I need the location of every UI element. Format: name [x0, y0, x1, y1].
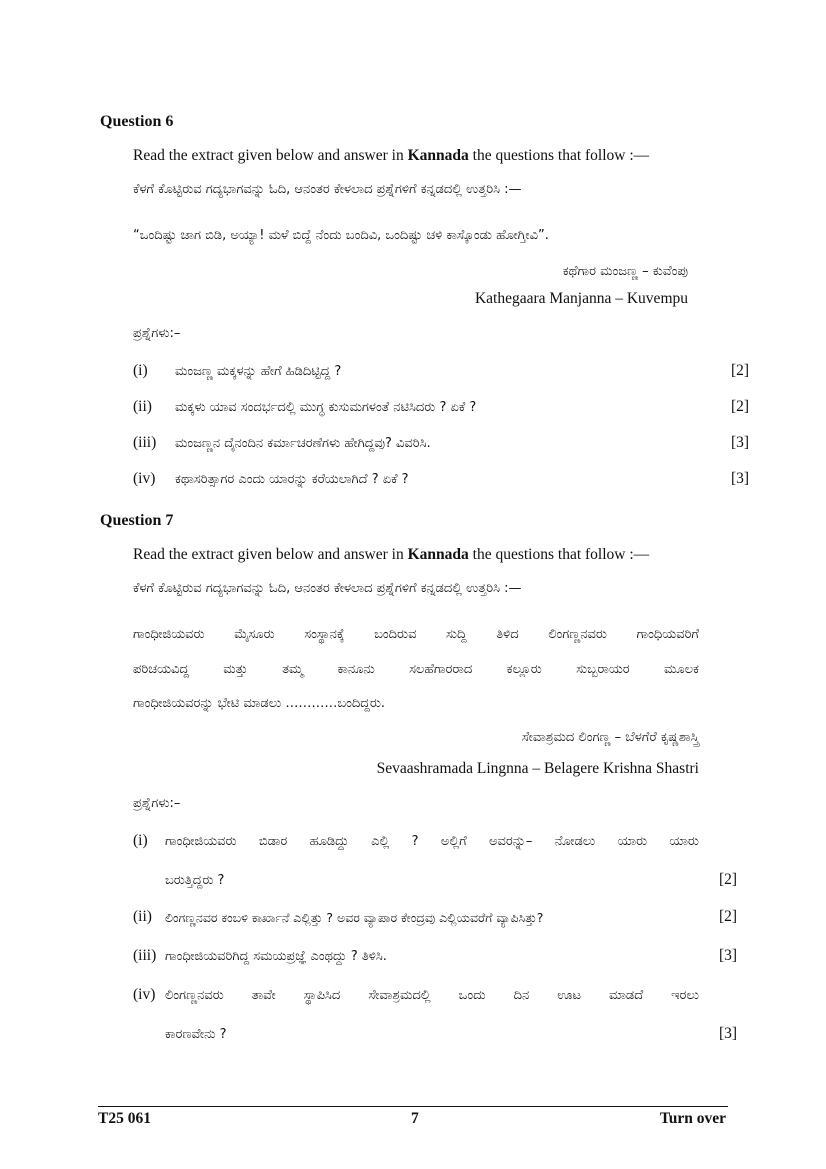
q7-item-4-line-1	[165, 988, 699, 1003]
extract-word: ಗಾಂಧಿಯವರಿಗೆ	[636, 627, 699, 642]
question-word: ಸ್ಥಾಪಿಸಿದ	[303, 988, 341, 1003]
extract-word: ಕಲ್ಲೂರು	[506, 662, 542, 677]
question-7-instruction-en	[133, 546, 649, 564]
question-7-source-en: Sevaashramada Lingnna – Belagere Krishna Shastri	[376, 760, 699, 777]
extract-word: ಲಿಂಗಣ್ಣನವರು	[548, 627, 607, 642]
question-6-instruction-en	[133, 147, 649, 165]
question-word: ಯಾರು	[617, 834, 648, 849]
q7-item-1-line-2: ಬರುತ್ತಿದ್ದರು ?	[165, 873, 225, 888]
extract-word: ಗಾಂಧೀಜಿಯವರು	[133, 627, 205, 642]
footer-divider	[98, 1106, 728, 1107]
instruction-prefix: Read the extract given below and answer in	[133, 546, 408, 563]
extract-word: ಮೈಸೂರು	[234, 627, 275, 642]
q6-item-1-marks: [2]	[731, 362, 750, 379]
instruction-language: Kannada	[407, 546, 469, 563]
question-7-questions-label: ಪ್ರಶ್ನೆಗಳು:–	[133, 796, 181, 811]
extract-word: ಮೂಲಕ	[663, 662, 699, 677]
q7-item-4-marks: [3]	[719, 1025, 738, 1042]
extract-word: ಕಾನೂನು	[337, 662, 375, 677]
q6-item-4-marks: [3]	[731, 470, 750, 487]
q6-item-1-text: ಮಂಜಣ್ಣ ಮಕ್ಕಳನ್ನು ಹೇಗೆ ಹಿಡಿದಿಟ್ಟಿದ್ದ ?	[175, 364, 342, 379]
question-6-questions-label: ಪ್ರಶ್ನೆಗಳು:–	[133, 326, 181, 341]
question-6-source-en: Kathegaara Manjanna – Kuvempu	[474, 290, 688, 307]
q6-item-1-number: (i)	[133, 362, 148, 379]
extract-word: ಮತ್ತು	[223, 662, 248, 677]
question-word: ನೋಡಲು	[554, 834, 596, 849]
question-word: ಅಲ್ಲಿಗೆ	[440, 834, 467, 849]
q7-item-2-number: (ii)	[133, 908, 152, 925]
instruction-suffix: the questions that follow :—	[468, 147, 650, 164]
q7-item-4-line-2: ಕಾರಣವೇನು ?	[165, 1027, 227, 1042]
q6-item-3-number: (iii)	[133, 434, 157, 451]
question-7-instruction-kn: ಕೆಳಗೆ ಕೊಟ್ಟಿರುವ ಗದ್ಯಭಾಗವನ್ನು ಓದಿ, ಆನಂತರ ಕೇಳಲಾದ ಪ್ರಶ್ನೆಗಳಿಗೆ ಕನ್ನಡದಲ್ಲಿ ಉತ್ತರಿಸಿ :—	[133, 581, 522, 596]
q6-item-2-marks: [2]	[731, 398, 750, 415]
q6-item-2-number: (ii)	[133, 398, 152, 415]
question-word: ಹೂಡಿದ್ದು	[309, 834, 349, 849]
q7-item-1-marks: [2]	[719, 871, 738, 888]
question-word: ಸೇವಾಶ್ರಮದಲ್ಲಿ	[368, 988, 431, 1003]
question-word: ಎಲ್ಲಿ	[371, 834, 390, 849]
question-word: ಒಂದು	[458, 988, 486, 1003]
page-number: 7	[411, 1110, 419, 1127]
q6-item-3-marks: [3]	[731, 434, 750, 451]
question-word: ಲಿಂಗಣ್ಣನವರು	[165, 988, 224, 1003]
question-7-extract-line-3: ಗಾಂಧೀಜಿಯವರನ್ನು ಭೇಟಿ ಮಾಡಲು …………ಬಂದಿದ್ದರು.	[133, 696, 386, 711]
instruction-language: Kannada	[407, 147, 469, 164]
question-6-instruction-kn: ಕೆಳಗೆ ಕೊಟ್ಟಿರುವ ಗದ್ಯಭಾಗವನ್ನು ಓದಿ, ಆನಂತರ ಕೇಳಲಾದ ಪ್ರಶ್ನೆಗಳಿಗೆ ಕನ್ನಡದಲ್ಲಿ ಉತ್ತರಿಸಿ :—	[133, 182, 522, 197]
question-word: ಗಾಂಧೀಜಿಯವರು	[165, 834, 237, 849]
q7-item-3-number: (iii)	[133, 947, 157, 964]
question-7-extract-line-1	[133, 627, 699, 642]
paper-code: T25 061	[98, 1110, 151, 1127]
question-word: ದಿನ	[513, 988, 530, 1003]
question-7-heading: Question 7	[100, 512, 174, 529]
question-word: ಊಟ	[557, 988, 581, 1003]
extract-word: ಸಂಸ್ಥಾನಕ್ಕೆ	[304, 627, 345, 642]
q6-item-4-text: ಕಥಾಸರಿತ್ಸಾಗರ ಎಂದು ಯಾರನ್ನು ಕರೆಯಲಾಗಿದೆ ? ಏಕೆ ?	[175, 472, 409, 487]
question-word: ಇರಲು	[671, 988, 699, 1003]
q7-item-1-line-1	[165, 834, 699, 849]
extract-word: ಪರಿಚಯವಿದ್ದ	[133, 662, 189, 677]
question-word: ?	[411, 834, 419, 849]
question-word: ತಾವೇ	[251, 988, 276, 1003]
q7-item-4-number: (iv)	[133, 986, 156, 1003]
extract-word: ತಿಳಿದ	[496, 627, 519, 642]
q6-item-2-text: ಮಕ್ಕಳು ಯಾವ ಸಂದರ್ಭದಲ್ಲಿ ಮುಗ್ಧ ಕುಸುಮಗಳಂತೆ ನಟಿಸಿದರು ? ಏಕೆ ?	[175, 400, 477, 415]
instruction-prefix: Read the extract given below and answer in	[133, 147, 408, 164]
extract-word: ಸುದ್ದಿ	[446, 627, 467, 642]
extract-word: ಬಂದಿರುವ	[374, 627, 417, 642]
question-6-extract: “ಒಂದಿಷ್ಟು ಜಾಗ ಬಿಡಿ, ಅಯ್ಯಾ! ಮಳೆ ಬಿದ್ದೆ ನೆಂದು ಬಂದಿವಿ, ಒಂದಿಷ್ಟು ಚಳಿ ಕಾಸ್ಕೊಂಡು ಹೋಗ್ತೀವಿ”.	[133, 228, 549, 243]
question-6-source-kn: ಕಥೆಗಾರ ಮಂಜಣ್ಣ – ಕುವೆಂಪು	[562, 264, 688, 279]
instruction-suffix: the questions that follow :—	[468, 546, 650, 563]
turn-over-label: Turn over	[659, 1110, 726, 1127]
question-7-source-kn: ಸೇವಾಶ್ರಮದ ಲಿಂಗಣ್ಣ – ಬೆಳಗೆರೆ ಕೃಷ್ಣಶಾಸ್ತ್ರಿ	[521, 730, 699, 745]
q7-item-2-marks: [2]	[719, 908, 738, 925]
question-word: ಮಾಡದೆ	[608, 988, 644, 1003]
q7-item-3-text: ಗಾಂಧೀಜಿಯವರಿಗಿದ್ದ ಸಮಯಪ್ರಜ್ಞೆ ಎಂಥದ್ದು ? ತಿಳಿಸಿ.	[165, 949, 387, 964]
question-6-heading: Question 6	[100, 113, 174, 130]
extract-word: ಸುಬ್ಬರಾಯರ	[576, 662, 630, 677]
question-word: ಯಾರು	[669, 834, 699, 849]
question-7-extract-line-2	[133, 662, 699, 677]
extract-word: ತಮ್ಮ	[282, 662, 304, 677]
question-word: ಅವರನ್ನು–	[488, 834, 533, 849]
q7-item-2-text: ಲಿಂಗಣ್ಣನವರ ಕಂಬಳಿ ಕಾರ್ಖಾನೆ ಎಲ್ಲಿತ್ತು ? ಅವರ ವ್ಯಾಪಾರ ಕೇಂದ್ರವು ಎಲ್ಲಿಯವರೆಗೆ ವ್ಯಾಪಿಸಿತ್ತು?	[165, 910, 544, 925]
extract-word: ಸಲಹೆಗಾರರಾದ	[409, 662, 473, 677]
question-word: ಬಿಡಾರ	[258, 834, 288, 849]
q6-item-3-text: ಮಂಜಣ್ಣನ ದೈನಂದಿನ ಕರ್ಮಾಚರಣೆಗಳು ಹೇಗಿದ್ದವು? ವಿವರಿಸಿ.	[175, 436, 431, 451]
q6-item-4-number: (iv)	[133, 470, 156, 487]
q7-item-3-marks: [3]	[719, 947, 738, 964]
q7-item-1-number: (i)	[133, 832, 148, 849]
